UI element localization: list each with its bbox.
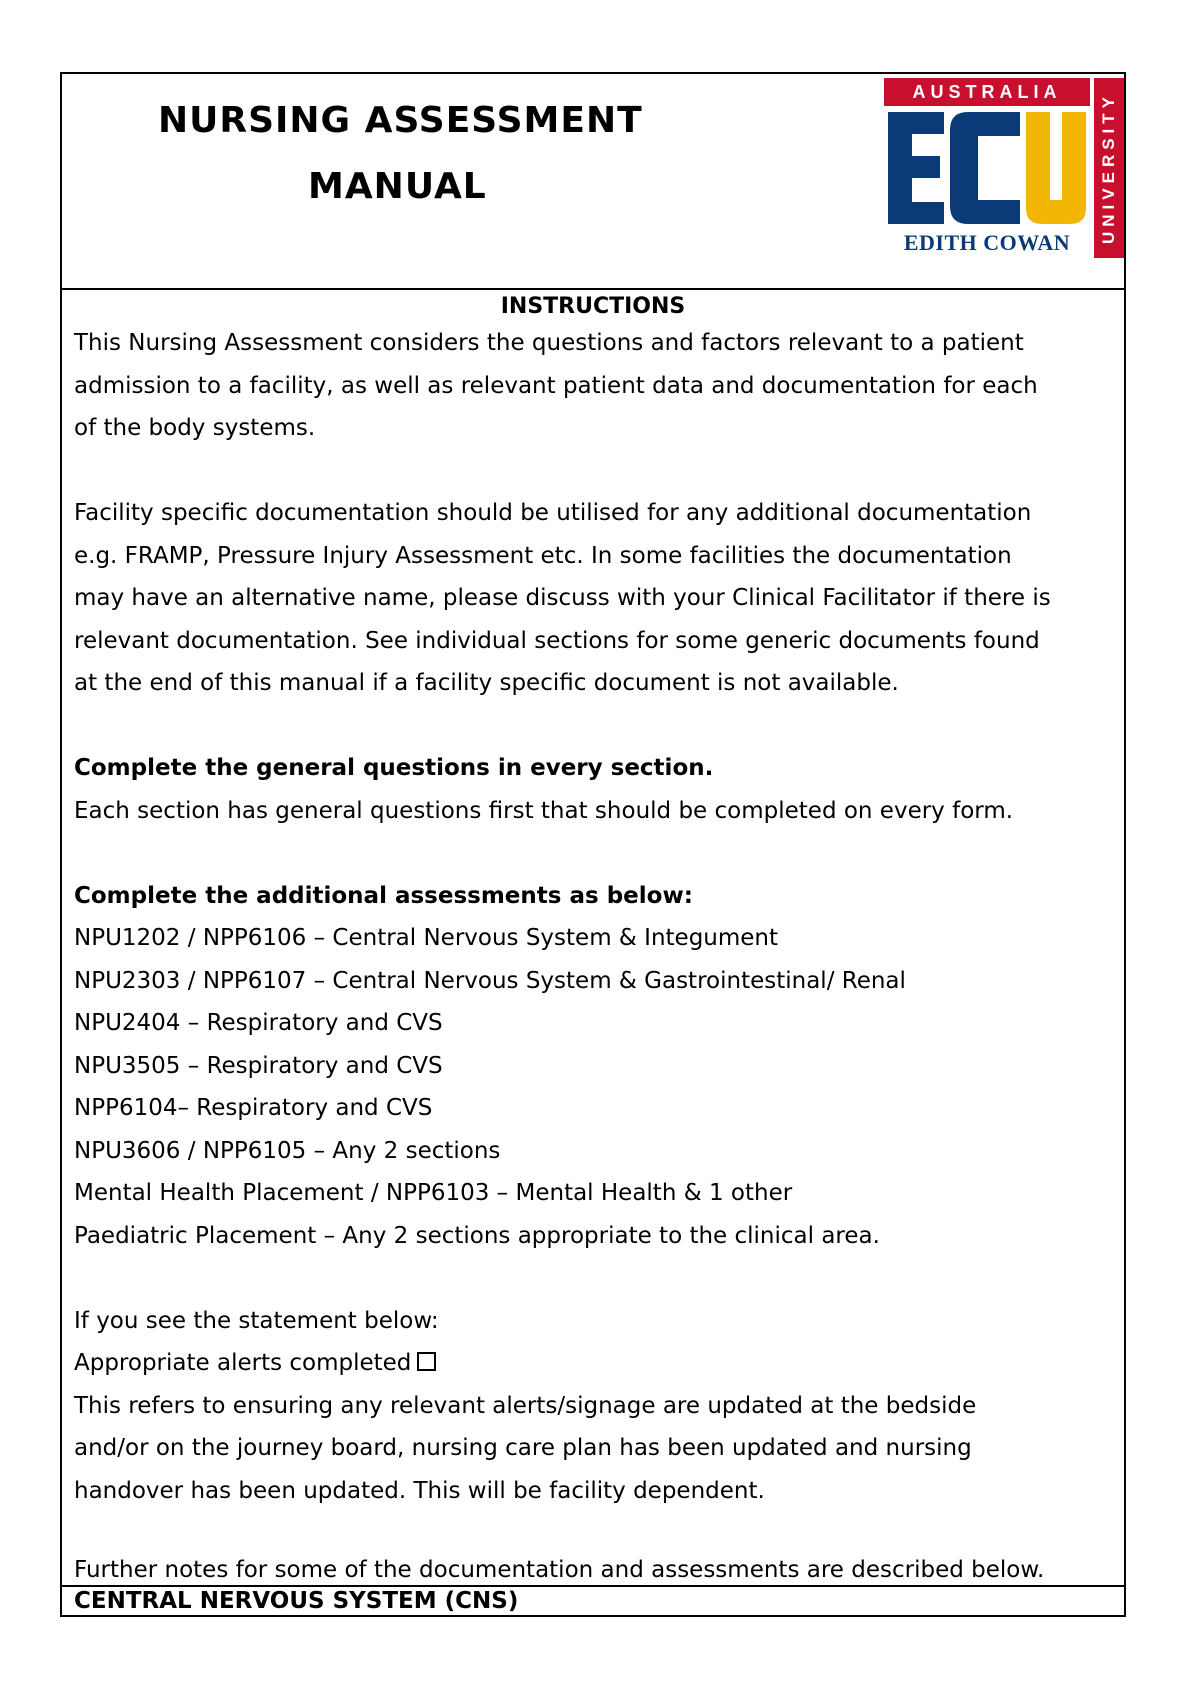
page-title-line-2: MANUAL — [308, 166, 487, 207]
paragraph-line: e.g. FRAMP, Pressure Injury Assessment etc. In some facilities the documentation — [74, 542, 1012, 569]
additional-assessments-heading: Complete the additional assessments as below: — [74, 882, 693, 909]
list-item: NPU2404 – Respiratory and CVS — [74, 1010, 443, 1036]
paragraph-line: may have an alternative name, please discuss with your Clinical Facilitator if there is — [74, 585, 1051, 611]
paragraph-line: of the body systems. — [74, 415, 316, 441]
logo-top-text: AUSTRALIA — [884, 78, 1090, 106]
paragraph-1 — [74, 322, 1112, 450]
statement-explanation — [74, 1385, 1112, 1513]
page-title-line-1: NURSING ASSESSMENT — [158, 100, 643, 141]
general-questions-text: Each section has general questions first that should be completed on every form. — [74, 797, 1014, 824]
list-item: NPU2303 / NPP6107 – Central Nervous System & Gastrointestinal/ Renal — [74, 967, 906, 994]
list-item: NPP6104– Respiratory and CVS — [74, 1095, 433, 1121]
list-item: Paediatric Placement – Any 2 sections appropriate to the clinical area. — [74, 1222, 880, 1249]
general-questions-heading: Complete the general questions in every section. — [74, 755, 714, 781]
alerts-checkbox[interactable] — [417, 1352, 436, 1371]
logo-bottom-text: EDITH COWAN — [903, 230, 1071, 255]
document-frame — [60, 72, 1126, 1617]
paragraph-line: relevant documentation. See individual sections for some generic documents found — [74, 627, 1040, 654]
list-item: NPU1202 / NPP6106 – Central Nervous System & Integument — [74, 925, 779, 951]
section-heading-cns: CENTRAL NERVOUS SYSTEM (CNS) — [62, 1585, 1124, 1615]
statement-text: Appropriate alerts completed — [74, 1350, 412, 1376]
paragraph-2 — [74, 492, 1112, 705]
statement-intro: If you see the statement below: — [74, 1307, 439, 1334]
instructions-body — [62, 290, 1124, 1585]
paragraph-line: This refers to ensuring any relevant alerts/signage are updated at the bedside — [74, 1392, 977, 1419]
paragraph-line: handover has been updated. This will be facility dependent. — [74, 1477, 765, 1504]
list-item: Mental Health Placement / NPP6103 – Mental Health & 1 other — [74, 1180, 793, 1206]
additional-assessments-list — [74, 917, 1112, 1257]
instructions-heading: INSTRUCTIONS — [500, 294, 686, 319]
paragraph-line: Facility specific documentation should be utilised for any additional documentation — [74, 500, 1032, 526]
ecu-logo — [884, 78, 1124, 258]
logo-side-text: UNIVERSITY — [1099, 91, 1118, 245]
document-header — [62, 74, 1124, 290]
paragraph-line: This Nursing Assessment considers the questions and factors relevant to a patient — [74, 330, 1024, 356]
list-item: NPU3606 / NPP6105 – Any 2 sections — [74, 1137, 501, 1164]
further-notes: Further notes for some of the documentation and assessments are described below. — [74, 1556, 1045, 1583]
statement-line — [74, 1342, 1112, 1385]
list-item: NPU3505 – Respiratory and CVS — [74, 1052, 443, 1079]
paragraph-line: and/or on the journey board, nursing care plan has been updated and nursing — [74, 1435, 972, 1461]
paragraph-line: at the end of this manual if a facility specific document is not available. — [74, 670, 899, 696]
logo-letters-ecu — [884, 108, 1090, 228]
paragraph-line: admission to a facility, as well as relevant patient data and documentation for each — [74, 372, 1038, 399]
logo-side-bar — [1094, 78, 1124, 258]
